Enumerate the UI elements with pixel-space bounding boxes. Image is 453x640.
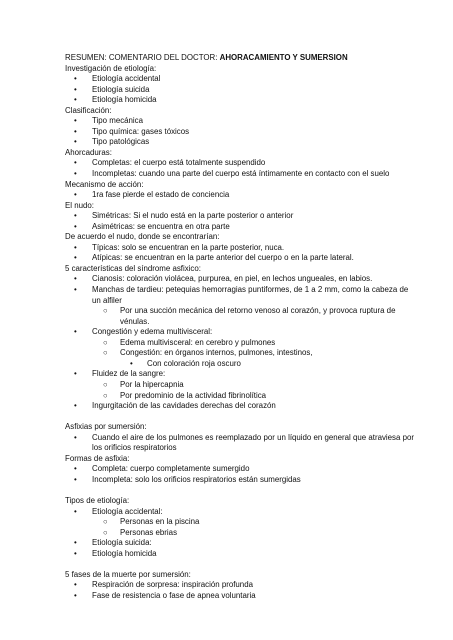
line-text: Tipo mecánica [92, 116, 144, 126]
list-item [65, 380, 423, 391]
circle-bullet-icon: ○ [103, 306, 108, 316]
bullet-icon: • [74, 116, 77, 126]
line-text: 5 fases de la muerte por sumersión: [65, 569, 191, 579]
bullet-icon: • [74, 84, 77, 94]
line-text: Por una succión mecánica del retorno venoso al corazón, y provoca ruptura de vénulas. [120, 306, 396, 326]
bullet-icon: • [74, 474, 77, 484]
line-text: Mecanismo de acción: [65, 179, 144, 189]
list-item [65, 306, 423, 327]
circle-bullet-icon: ○ [103, 527, 108, 537]
section-heading [65, 496, 423, 507]
line-text: Etiología homicida [92, 548, 157, 558]
bullet-icon: • [74, 432, 77, 442]
line-text: Por predominio de la actividad fibrinolítica [120, 390, 267, 400]
bullet-icon: • [74, 327, 77, 337]
section-heading [65, 454, 423, 465]
line-text: Cuando el aire de los pulmones es reemplazado por un líquido en general que atraviesa por los orificios respiratorios [92, 432, 414, 453]
bullet-icon: • [74, 137, 77, 147]
bullet-icon: • [74, 221, 77, 231]
section-heading [65, 148, 423, 159]
bullet-icon: • [74, 538, 77, 548]
section-heading [65, 64, 423, 75]
line-text: Tipo química: gases tóxicos [92, 126, 190, 136]
list-item [65, 507, 423, 518]
list-item [65, 274, 423, 285]
list-item [65, 433, 423, 454]
line-text: Atípicas: se encuentran en la parte anterior del cuerpo o en la parte lateral. [92, 253, 354, 263]
line-text: Respiración de sorpresa: inspiración profunda [92, 580, 253, 590]
line-text: Asfixias por sumersión: [65, 422, 147, 432]
section-heading [65, 201, 423, 212]
bullet-icon: • [74, 95, 77, 105]
line-text: Fase de resistencia o fase de apnea voluntaria [92, 590, 256, 600]
list-item [65, 580, 423, 591]
line-text: Fluidez de la sangre: [92, 369, 166, 379]
list-item [65, 211, 423, 222]
blank-line [65, 412, 423, 423]
bullet-icon: • [74, 506, 77, 516]
line-text: Cianosis: coloración violácea, purpurea, en piel, en lechos ungueales, en labios. [92, 274, 373, 284]
section-heading [65, 264, 423, 275]
title-prefix: RESUMEN: COMENTARIO DEL DOCTOR: [65, 53, 220, 62]
line-text: Ahorcaduras: [65, 147, 112, 157]
line-text: Congestión: en órganos internos, pulmones, intestinos, [120, 348, 313, 358]
line-text: Tipos de etiología: [65, 495, 130, 505]
list-item [65, 464, 423, 475]
list-item [65, 137, 423, 148]
line-text: Por la hipercapnia [120, 379, 184, 389]
blank-line [65, 485, 423, 496]
bullet-icon: • [130, 358, 133, 368]
line-text: Clasificación: [65, 105, 112, 115]
line-text: Tipo patológicas [92, 137, 150, 147]
list-item [65, 253, 423, 264]
line-text: 5 características del síndrome asfixico: [65, 263, 201, 273]
list-item [65, 85, 423, 96]
circle-bullet-icon: ○ [103, 348, 108, 358]
line-text: Simétricas: Si el nudo está en la parte posterior o anterior [92, 211, 294, 221]
list-item [65, 169, 423, 180]
line-text: El nudo: [65, 200, 94, 210]
list-item [65, 158, 423, 169]
line-text: Personas ebrias [120, 527, 178, 537]
list-item [65, 327, 423, 338]
line-text: Incompleta: solo los orificios respiratorios están sumergidas [92, 474, 301, 484]
line-text: 1ra fase pierde el estado de conciencia [92, 190, 230, 200]
list-item [65, 95, 423, 106]
circle-bullet-icon: ○ [103, 379, 108, 389]
bullet-icon: • [74, 580, 77, 590]
bullet-icon: • [74, 253, 77, 263]
bullet-icon: • [74, 590, 77, 600]
list-item [65, 538, 423, 549]
list-item [65, 517, 423, 528]
list-item [65, 369, 423, 380]
section-heading [65, 106, 423, 117]
list-item [65, 74, 423, 85]
list-item [65, 528, 423, 539]
bullet-icon: • [74, 401, 77, 411]
document-body [65, 64, 423, 602]
blank-line [65, 559, 423, 570]
section-heading [65, 180, 423, 191]
bullet-icon: • [74, 369, 77, 379]
bullet-icon: • [74, 464, 77, 474]
list-item [65, 243, 423, 254]
section-heading [65, 570, 423, 581]
line-text: Formas de asfixia: [65, 453, 130, 463]
line-text: Ingurgitación de las cavidades derechas del corazón [92, 401, 276, 411]
line-text: Etiología accidental: [92, 506, 163, 516]
line-text: De acuerdo el nudo, donde se encontrarían: [65, 232, 220, 242]
bullet-icon: • [74, 242, 77, 252]
line-text: Asimétricas: se encuentra en otra parte [92, 221, 230, 231]
line-text: Con coloración roja oscuro [147, 358, 241, 368]
line-text: Incompletas: cuando una parte del cuerpo está íntimamente en contacto con el suelo [92, 169, 390, 179]
circle-bullet-icon: ○ [103, 390, 108, 400]
line-text: Etiología homicida [92, 95, 157, 105]
line-text: Etiología accidental [92, 74, 161, 84]
line-text: Etiología suicida [92, 84, 150, 94]
list-item [65, 222, 423, 233]
bullet-icon: • [74, 211, 77, 221]
line-text: Personas en la piscina [120, 517, 200, 527]
line-text: Manchas de tardieu: petequias hemorragias puntiformes, de 1 a 2 mm, como la cabeza de un alfiler [92, 285, 409, 305]
line-text: Completa: cuerpo completamente sumergido [92, 464, 250, 474]
list-item [65, 190, 423, 201]
section-heading [65, 422, 423, 433]
list-item [65, 285, 423, 306]
circle-bullet-icon: ○ [103, 517, 108, 527]
bullet-icon: • [74, 126, 77, 136]
list-item [65, 359, 423, 370]
list-item [65, 391, 423, 402]
bullet-icon: • [74, 169, 77, 179]
line-text: Edema multivisceral: en cerebro y pulmones [120, 337, 276, 347]
bullet-icon: • [74, 274, 77, 284]
bullet-icon: • [74, 548, 77, 558]
document-title [65, 53, 423, 64]
line-text: Investigación de etiología: [65, 63, 157, 73]
list-item [65, 348, 423, 359]
bullet-icon: • [74, 158, 77, 168]
section-heading [65, 232, 423, 243]
bullet-icon: • [74, 190, 77, 200]
list-item [65, 401, 423, 412]
list-item [65, 549, 423, 560]
line-text: Etiología suicida: [92, 538, 152, 548]
list-item [65, 591, 423, 602]
list-item [65, 338, 423, 349]
line-text: Congestión y edema multivisceral: [92, 327, 213, 337]
list-item [65, 475, 423, 486]
bullet-icon: • [74, 74, 77, 84]
line-text: Completas: el cuerpo está totalmente suspendido [92, 158, 266, 168]
list-item [65, 116, 423, 127]
title-bold: AHORACAMIENTO Y SUMERSION [219, 53, 348, 62]
line-text: Típicas: solo se encuentran en la parte posterior, nuca. [92, 242, 285, 252]
bullet-icon: • [74, 285, 77, 295]
list-item [65, 127, 423, 138]
circle-bullet-icon: ○ [103, 337, 108, 347]
